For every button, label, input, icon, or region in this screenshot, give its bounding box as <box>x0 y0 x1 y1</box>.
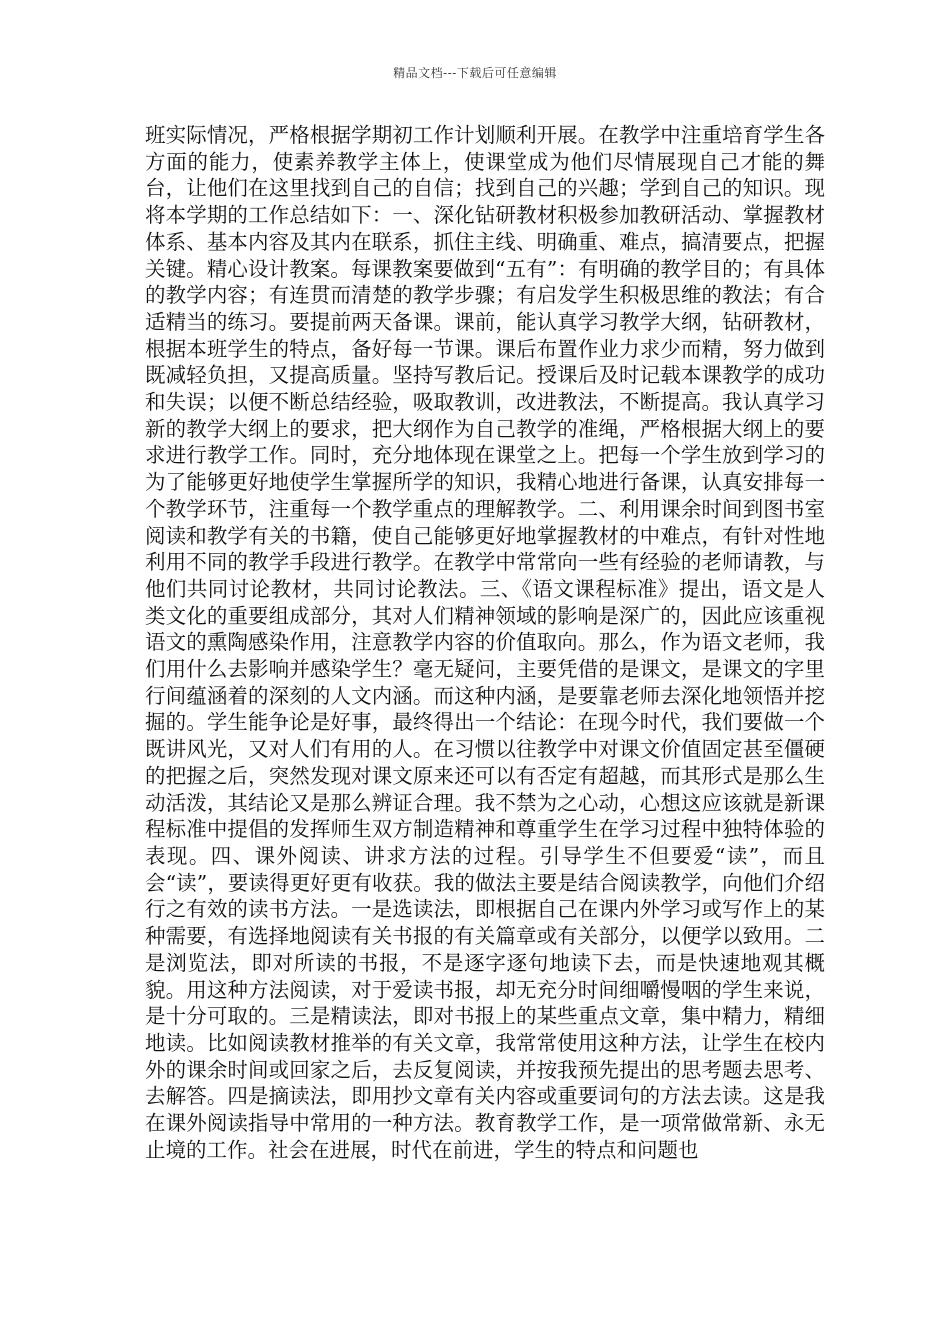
body-paragraph: 班实际情况，严格根据学期初工作计划顺利开展。在教学中注重培育学生各方面的能力，使素养教学主体上，使课堂成为他们尽情展现自己才能的舞台，让他们在这里找到自己的自信；找到自己的兴趣；学到自己的知识。现将本学期的工作总结如下：一、深化钻研教材积极参加教研活动、掌握教材体系、基本内容及其内在联系，抓住主线、明确重、难点，搞清要点，把握关键。精心设计教案。每课教案要做到“五有”：有明确的教学目的；有具体的教学内容；有连贯而清楚的教学步骤；有启发学生积极思维的教法；有合适精当的练习。要提前两天备课。课前，能认真学习教学大纲，钻研教材，根据本班学生的特点，备好每一节课。课后布置作业力求少而精，努力做到既减轻负担，又提高质量。坚持写教后记。授课后及时记载本课教学的成功和失误；以便不断总结经验，吸取教训，改进教法，不断提高。我认真学习新的教学大纲上的要求，把大纲作为自己教学的准绳，严格根据大纲上的要求进行教学工作。同时，充分地体现在课堂之上。把每一个学生放到学习的为了能够更好地使学生掌握所学的知识，我精心地进行备课，认真安排每一个教学环节，注重每一个教学重点的理解教学。二、利用课余时间到图书室阅读和教学有关的书籍，使自己能够更好地掌握教材的中难点，有针对性地利用不同的教学手段进行教学。在教学中常常向一些有经验的老师请教，与他们共同讨论教材，共同讨论教法。三、《语文课程标准》提出，语文是人类文化的重要组成部分，其对人们精神领域的影响是深广的，因此应该重视语文的熏陶感染作用，注意教学内容的价值取向。那么，作为语文老师，我们用什么去影响并感染学生？毫无疑问，主要凭借的是课文，是课文的字里行间蕴涵着的深刻的人文内涵。而这种内涵，是要靠老师去深化地领悟并挖掘的。学生能争论是好事，最终得出一个结论：在现今时代，我们要做一个既讲风光，又对人们有用的人。在习惯以往教学中对课文价值固定甚至僵硬的把握之后，突然发现对课文原来还可以有否定有超越，而其形式是那么生动活泼，其结论又是那么辨证合理。我不禁为之心动，心想这应该就是新课程标准中提倡的发挥师生双方制造精神和尊重学生在学习过程中独特体验的表现。四、课外阅读、讲求方法的过程。引导学生不但要爱“读”，而且会“读”，要读得更好更有收获。我的做法主要是结合阅读教学，向他们介绍行之有效的读书方法。一是选读法，即根据自己在课内外学习或写作上的某种需要，有选择地阅读有关书报的有关篇章或有关部分，以便学以致用。二是浏览法，即对所读的书报，不是逐字逐句地读下去，而是快速地观其概貌。用这种方法阅读，对于爱读书报，却无充分时间细嚼慢咽的学生来说，是十分可取的。三是精读法，即对书报上的某些重点文章，集中精力，精细地读。比如阅读教材推举的有关文章，我常常使用这种方法，让学生在校内外的课余时间或回家之后，去反复阅读，并按我预先提出的思考题去思考、去解答。四是摘读法，即用抄文章有关内容或重要词句的方法去读。这是我在课外阅读指导中常用的一种方法。教育教学工作，是一项常做常新、永无止境的工作。社会在进展，时代在前进，学生的特点和问题也 <box>145 123 825 1162</box>
page-header: 精品文档---下载后可任意编辑 <box>393 66 557 80</box>
